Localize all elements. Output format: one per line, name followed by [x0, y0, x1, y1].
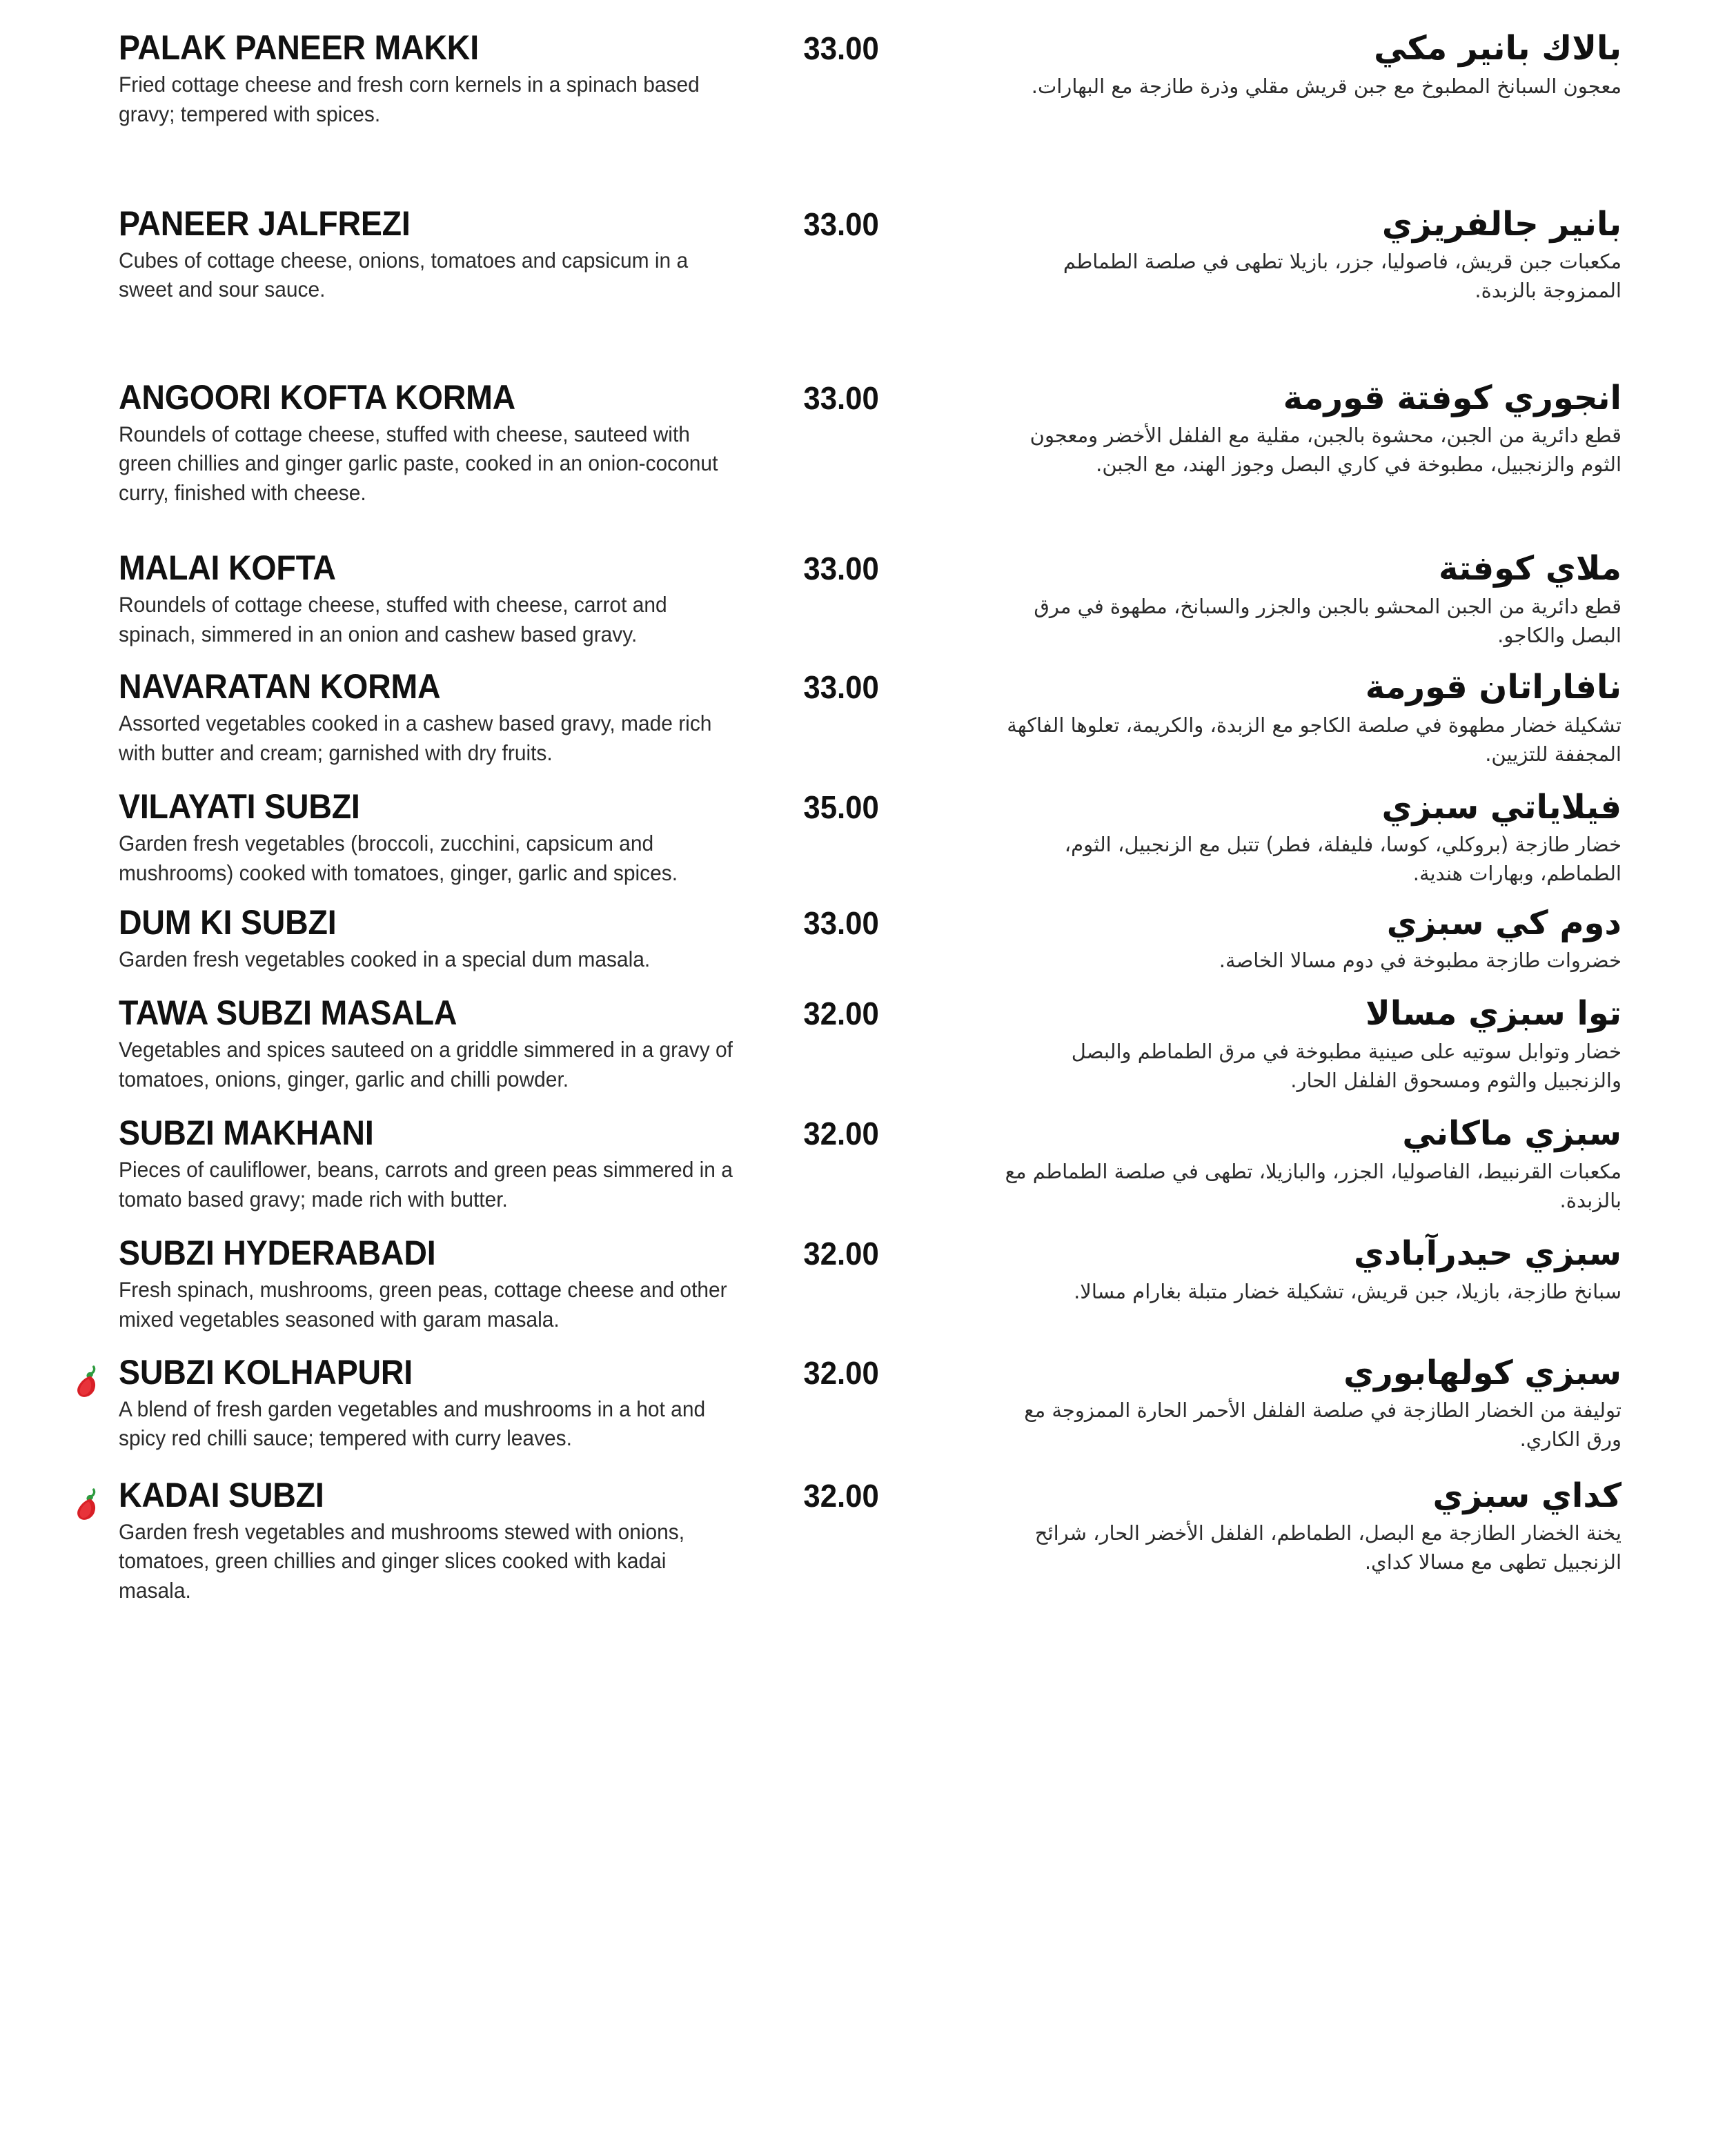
menu-item-description-arabic: خضار طازجة (بروكلي، كوسا، فليفلة، فطر) تتبل مع الزنجبيل، الثوم، الطماطم، وبهارات هندية. [1064, 833, 1621, 886]
menu-item-description-arabic: خضار وتوابل سوتيه على صينية مطبوخة في مرق الطماطم والبصل والزنجبيل والثوم ومسحوق الفلفل الحار. [1071, 1040, 1621, 1093]
menu-item-description: Cubes of cottage cheese, onions, tomatoes and capsicum in a sweet and sour sauce. [119, 247, 689, 302]
menu-item-description: Garden fresh vegetables (broccoli, zucchini, capsicum and mushrooms) cooked with tomatoes, ginger, garlic and spices. [119, 830, 678, 885]
menu-item-name: SUBZI MAKHANI [119, 1114, 374, 1153]
menu-item-description-arabic: يخنة الخضار الطازجة مع البصل، الطماطم، الفلفل الأخضر الحار، شرائح الزنجبيل تطهى مع مسالا كداي. [1034, 1521, 1621, 1574]
menu-item-price: 33.00 [803, 379, 879, 416]
menu-item-name: KADAI SUBZI [119, 1475, 324, 1514]
menu-item-12[interactable] [103, 1475, 1621, 1605]
menu-item-description: Vegetables and spices sauteed on a griddle simmered in a gravy of tomatoes, onions, ginger, garlic and chilli powder. [119, 1037, 733, 1092]
menu-item-description: Pieces of cauliflower, beans, carrots and green peas simmered in a tomato based gravy; made rich with butter. [119, 1157, 733, 1211]
menu-item-5[interactable] [103, 666, 1621, 769]
menu-item-description-arabic: قطع دائرية من الجبن المحشو بالجبن والجزر والسبانخ، مطهوة في مرق البصل والكاجو. [1034, 594, 1621, 647]
menu-item-arabic-block [990, 1116, 1621, 1215]
menu-item-name-arabic: توا سبزي مسالا [1366, 994, 1621, 1034]
menu-item-name-arabic: ملاي كوفتة [1438, 548, 1621, 588]
menu-item-7[interactable] [103, 902, 1621, 976]
menu-item-price: 33.00 [803, 669, 879, 705]
menu-item-arabic-block [990, 206, 1621, 306]
menu-item-arabic-block [990, 996, 1621, 1095]
menu-item-description-arabic: تشكيلة خضار مطهوة في صلصة الكاجو مع الزبدة، والكريمة، تعلوها الفاكهة المجففة للتزيين. [1007, 713, 1621, 766]
menu-item-arabic-block [990, 30, 1621, 101]
menu-item-price: 32.00 [803, 996, 879, 1032]
menu-item-arabic-block [990, 1478, 1621, 1577]
menu-item-description-arabic: مكعبات جبن قريش، فاصوليا، جزر، بازيلا تطهى في صلصة الطماطم الممزوجة بالزبدة. [1063, 250, 1621, 303]
menu-item-english-block [103, 1236, 769, 1334]
menu-item-description: Garden fresh vegetables cooked in a special dum masala. [119, 946, 651, 971]
menu-item-spacer [103, 129, 1621, 206]
menu-item-6[interactable] [103, 789, 1621, 889]
menu-item-9[interactable] [103, 1116, 1621, 1215]
menu-item-english-block [103, 789, 769, 888]
menu-item-name-arabic: انجوري كوفتة قورمة [1283, 378, 1621, 417]
menu-item-english-block [103, 377, 769, 508]
menu-item-2[interactable] [103, 206, 1621, 306]
menu-item-name: VILAYATI SUBZI [119, 787, 360, 826]
menu-item-name-arabic: نافاراتان قورمة [1365, 667, 1621, 706]
menu-item-description-arabic: مكعبات القرنبيط، الفاصوليا، الجزر، والبازيلا، تطهى في صلصة الطماطم مع بالزبدة. [1005, 1159, 1621, 1212]
chili-pepper-icon [70, 1486, 108, 1523]
menu-item-english-block [103, 666, 769, 768]
menu-item-english-block [103, 548, 769, 649]
menu-item-name: TAWA SUBZI MASALA [119, 993, 457, 1033]
menu-item-name-arabic: سبزي كولهابوري [1343, 1353, 1621, 1392]
menu-item-spacer [103, 508, 1621, 551]
menu-item-name: SUBZI HYDERABADI [119, 1234, 436, 1272]
menu-item-arabic-block [990, 1355, 1621, 1454]
menu-item-name-arabic: سبزي حيدرآبادي [1353, 1234, 1621, 1273]
menu-item-name-arabic: كداي سبزي [1432, 1476, 1621, 1515]
menu-item-english-block [103, 1116, 769, 1214]
menu-item-name-arabic: فيلاياتي سبزي [1381, 787, 1621, 827]
menu-item-price: 35.00 [803, 789, 879, 825]
menu-item-english-block [103, 1352, 769, 1454]
menu-item-4[interactable] [103, 548, 1621, 650]
menu-item-price: 33.00 [803, 206, 879, 242]
menu-item-description: Roundels of cottage cheese, stuffed with cheese, carrot and spinach, simmered in an onion and cashew based gravy. [119, 591, 667, 646]
chili-pepper-icon [70, 1363, 108, 1401]
menu-item-spacer [103, 1454, 1621, 1478]
menu-item-description: Fried cottage cheese and fresh corn kernels in a spinach based gravy; tempered with spices. [119, 72, 700, 126]
menu-item-arabic-block [990, 669, 1621, 769]
menu-item-arabic-block [990, 789, 1621, 889]
menu-item-description: Assorted vegetables cooked in a cashew based gravy, made rich with butter and cream; garnished with dry fruits. [119, 710, 712, 765]
menu-item-description-arabic: سبانخ طازجة، بازيلا، جبن قريش، تشكيلة خضار متبلة بغارام مسالا. [1074, 1279, 1621, 1303]
menu-item-description: Roundels of cottage cheese, stuffed with cheese, sauteed with green chillies and ginger garlic paste, cooked in an onion-coconut curry, finished with cheese. [119, 421, 718, 506]
menu-item-price: 33.00 [803, 904, 879, 941]
menu-item-price: 33.00 [803, 550, 879, 586]
menu-item-description: Fresh spinach, mushrooms, green peas, cottage cheese and other mixed vegetables seasoned with garam masala. [119, 1277, 727, 1332]
menu-item-spacer [103, 650, 1621, 669]
menu-item-arabic-block [990, 380, 1621, 479]
menu-item-spacer [103, 1095, 1621, 1116]
menu-item-description-arabic: معجون السبانخ المطبوخ مع جبن قريش مقلي وذرة طازجة مع البهارات. [1031, 74, 1621, 98]
menu-item-description-arabic: قطع دائرية من الجبن، محشوة بالجبن، مقلية مع الفلفل الأخضر ومعجون الثوم والزنجبيل، مطبوخة في كاري البصل وجوز الهند، مع الجبن. [1029, 424, 1621, 477]
menu-item-name-arabic: دوم كي سبزي [1386, 903, 1621, 942]
menu-item-english-block [103, 993, 769, 1094]
menu-item-name: MALAI KOFTA [119, 548, 336, 587]
menu-item-description-arabic: خضروات طازجة مطبوخة في دوم مسالا الخاصة. [1219, 949, 1621, 973]
menu-item-3[interactable] [103, 377, 1621, 508]
menu-item-name: ANGOORI KOFTA KORMA [119, 377, 516, 417]
menu-item-name: SUBZI KOLHAPURI [119, 1352, 413, 1392]
menu-item-arabic-block [990, 548, 1621, 650]
menu-item-arabic-block [990, 905, 1621, 976]
menu-item-10[interactable] [103, 1236, 1621, 1334]
menu-item-spacer [103, 769, 1621, 789]
menu-item-name: NAVARATAN KORMA [119, 666, 441, 706]
menu-item-price: 32.00 [803, 1477, 879, 1514]
menu-item-price: 32.00 [803, 1354, 879, 1391]
menu-item-price: 32.00 [803, 1116, 879, 1152]
menu-item-spacer [103, 1215, 1621, 1236]
menu-item-list [103, 30, 1621, 1605]
menu-item-english-block [103, 206, 769, 305]
menu-item-english-block [103, 902, 769, 974]
menu-item-spacer [103, 1334, 1621, 1355]
menu-item-description-arabic: توليفة من الخضار الطازجة في صلصة الفلفل الأحمر الحارة الممزوجة مع ورق الكاري. [1024, 1398, 1621, 1452]
menu-item-price: 33.00 [803, 30, 879, 66]
menu-item-8[interactable] [103, 993, 1621, 1095]
menu-item-description: A blend of fresh garden vegetables and mushrooms in a hot and spicy red chilli sauce; tempered with curry leaves. [119, 1396, 706, 1451]
menu-item-english-block [103, 30, 769, 129]
menu-item-arabic-block [990, 1236, 1621, 1306]
menu-item-11[interactable] [103, 1352, 1621, 1454]
menu-item-spacer [103, 975, 1621, 996]
menu-item-name: DUM KI SUBZI [119, 902, 337, 942]
menu-item-name-arabic: سبزي ماكاني [1402, 1114, 1621, 1154]
menu-item-description: Garden fresh vegetables and mushrooms stewed with onions, tomatoes, green chillies and ginger slices cooked with kadai masala. [119, 1519, 685, 1603]
menu-item-name: PALAK PANEER MAKKI [119, 28, 479, 67]
menu-item-name: PANEER JALFREZI [119, 204, 411, 243]
menu-item-name-arabic: بالاك بانير مكي [1374, 29, 1621, 68]
menu-item-spacer [103, 306, 1621, 380]
menu-item-price: 32.00 [803, 1236, 879, 1272]
menu-item-english-block [103, 1475, 769, 1605]
menu-item-1[interactable] [103, 30, 1621, 129]
menu-item-name-arabic: بانير جالفريزي [1381, 204, 1621, 244]
